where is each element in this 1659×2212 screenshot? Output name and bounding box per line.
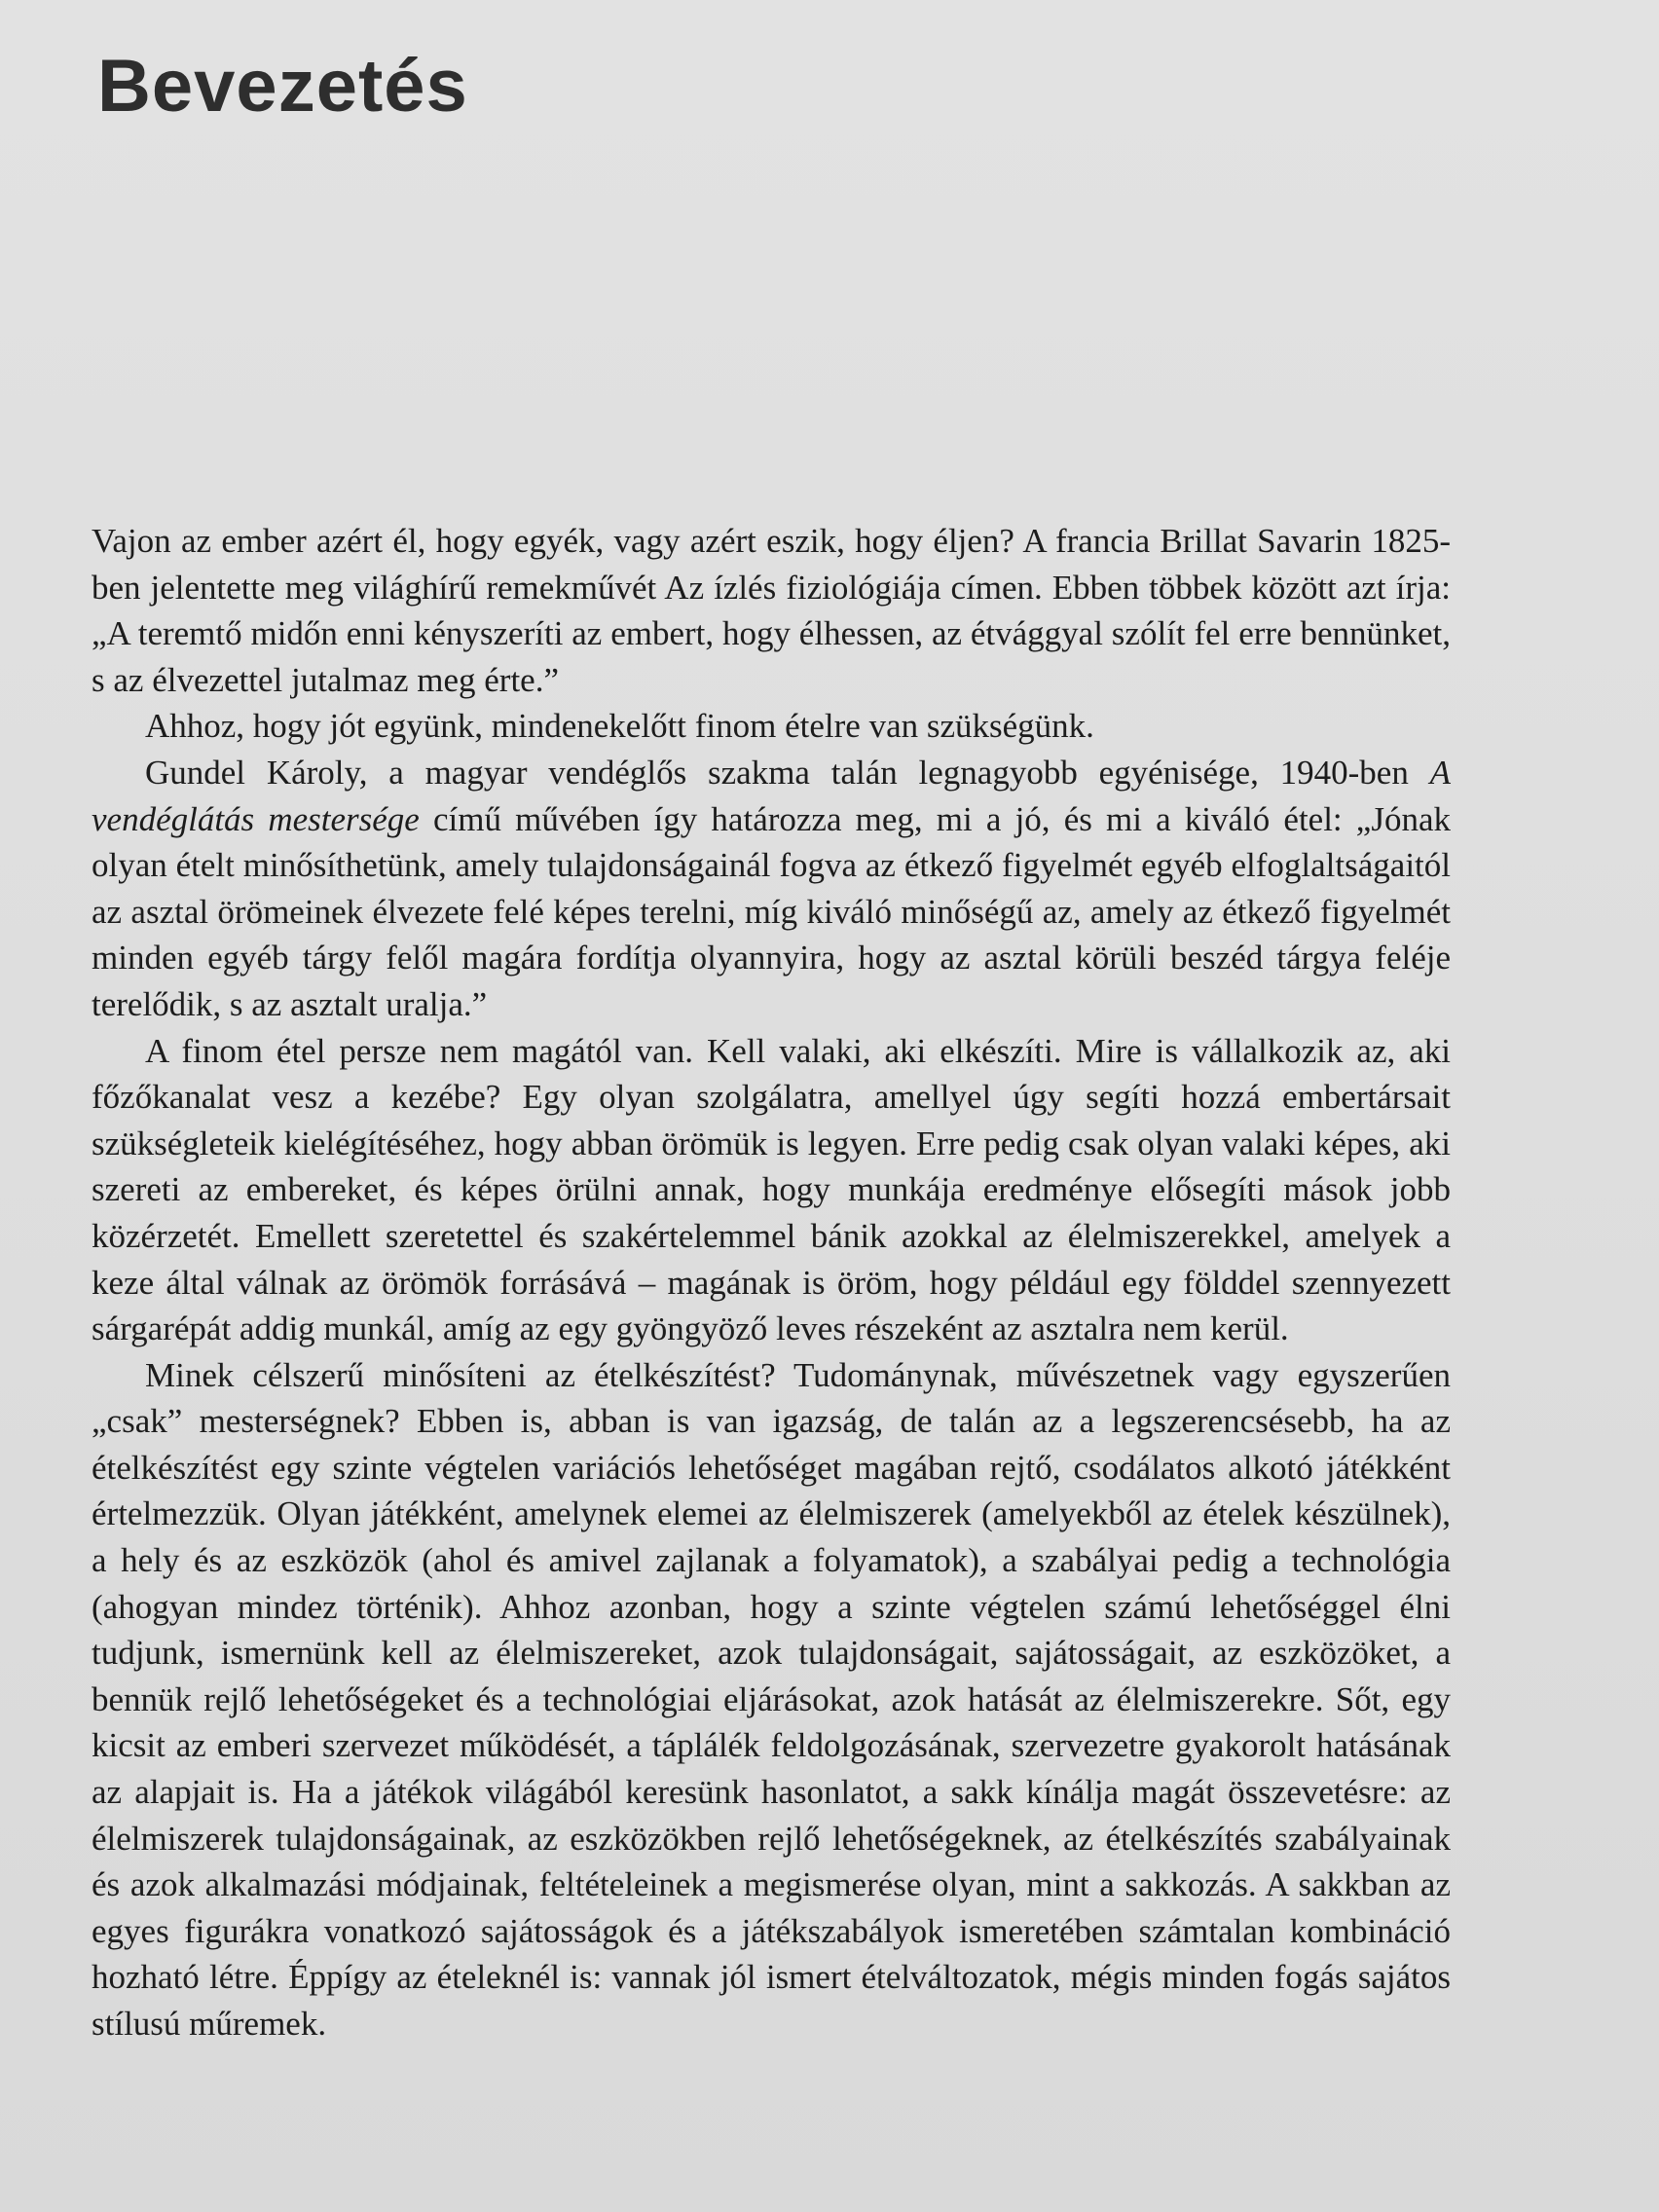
page-title: Bevezetés — [97, 45, 468, 128]
book-title-italic: A vendéglátás mestersége — [92, 753, 1451, 838]
paragraph-4: A finom étel persze nem magától van. Kell valaki, aki elkészíti. Mire is vállalkozik az, aki főzőkanalat vesz a kezébe? Egy olyan szolgálatra, amellyel úgy segíti hozzá embertársait szükségleteik kielégítéséhez, hogy abban örömük is legyen. Erre pedig csak olyan valaki képes, aki szereti az embereket, és képes örülni annak, hogy munkája eredménye elősegíti mások jobb közérzetét. Emellett szeretettel és szakértelemmel bánik azokkal az élelmiszerekkel, amelyek a keze által válnak az örömök forrásává – magának is öröm, hogy például egy földdel szennyezett sárgarépát addig munkál, amíg az egy gyöngyöző leves részeként az asztalra nem kerül. — [92, 1031, 1451, 1348]
paragraph-5: Minek célszerű minősíteni az ételkészítést? Tudománynak, művészetnek vagy egyszerűen „csak” mesterségnek? Ebben is, abban is van igazság, de talán az a legszerencsésebb, ha az ételkészítést egy szinte végtelen variációs lehetőséget magában rejtő, csodálatos alkotó játékként értelmezzük. Olyan játékként, amelynek elemei az élelmiszerek (amelyekből az ételek készülnek), a hely és az eszközök (ahol és amivel zajlanak a folyamatok), a szabályai pedig a technológia (ahogyan mindez történik). Ahhoz azonban, hogy a szinte végtelen számú lehetőséggel élni tudjunk, ismernünk kell az élelmiszereket, azok tulajdonságait, sajátosságait, az eszközöket, a bennük rejlő lehetőségeket és a technológiai eljárásokat, azok hatását az élelmiszerekre. Sőt, egy kicsit az emberi szervezet működését, a táplálék feldolgozásának, szervezetre gyakorolt hatásának az alapjait is. Ha a játékok világából keresünk hasonlatot, a sakk kínálja magát összevetésre: az élelmiszerek tulajdonságainak, az eszközökben rejlő lehetőségeknek, az ételkészítés szabályainak és azok alkalmazási módjainak, feltételeinek a megismerése olyan, mint a sakkozás. A sakkban az egyes figurákra vonatkozó sajátosságok és a játékszabályok ismeretében számtalan kombináció hozható létre. Éppígy az ételeknél is: vannak jól ismert ételváltozatok, mégis minden fogás sajátos stílusú műremek. — [92, 1355, 1451, 2043]
paragraph-2: Ahhoz, hogy jót együnk, mindenekelőtt finom ételre van szükségünk. — [145, 707, 1094, 746]
paragraph-3-text-start: Gundel Károly, a magyar vendéglős szakma talán legnagyobb egyénisége, 1940-ben — [145, 753, 1409, 792]
paragraph-1: Vajon az ember azért él, hogy egyék, vagy azért eszik, hogy éljen? A francia Brillat Savarin 1825-ben jelentette meg világhírű remekművét Az ízlés fiziológiája címen. Ebben többek között azt írja: „A teremtő midőn enni kényszeríti az embert, hogy élhessen, az étvággyal szólít fel erre bennünket, s az élvezettel jutalmaz meg érte.” — [92, 522, 1451, 699]
paragraph-3 — [92, 750, 1451, 1028]
paragraph-3-text-end: című művében így határozza meg, mi a jó, és mi a kiváló étel: „Jónak olyan ételt minősíthetünk, amely tulajdonságainál fogva az étkező figyelmét egyéb elfoglaltságaitól az asztal örömeinek élvezete felé képes terelni, míg kiváló minőségű az, amely az étkező figyelmét minden egyéb tárgy felől magára fordítja olyannyira, hogy az asztal körüli beszéd tárgya feléje terelődik, s az asztalt uralja.” — [92, 799, 1451, 1023]
body-text — [92, 518, 1451, 2047]
